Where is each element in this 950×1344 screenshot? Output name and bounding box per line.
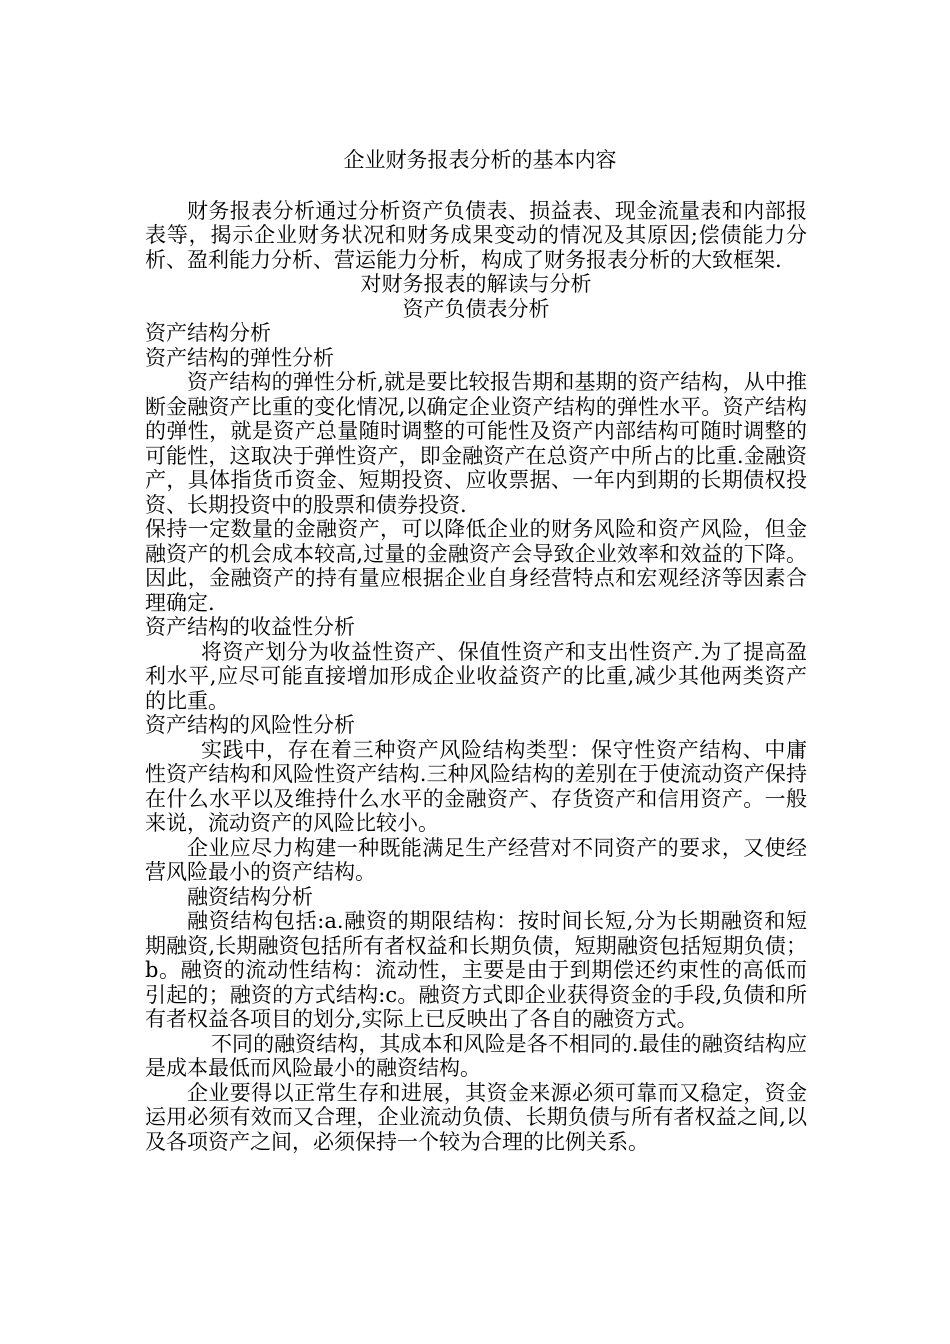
elasticity-paragraph-2: 保持一定数量的金融资产，可以降低企业的财务风险和资产风险，但金融资产的机会成本较高,过量的金融资产会导致企业效率和效益的下降。因此，金融资产的持有量应根据企业自身经营特点和宏观经济等因素合理确定.: [145, 517, 807, 615]
risk-paragraph-2: 企业应尽力构建一种既能满足生产经营对不同资产的要求，又使经营风险最小的资产结构。: [145, 835, 807, 884]
elasticity-heading: 资产结构的弹性分析: [145, 345, 334, 370]
profitability-paragraph: 将资产划分为收益性资产、保值性资产和支出性资产.为了提高盈利水平,应尽可能直接增加形成企业收益资产的比重,减少其他两类资产的比重。: [145, 639, 807, 713]
elasticity-paragraph-1: 资产结构的弹性分析,就是要比较报告期和基期的资产结构，从中推断金融资产比重的变化情况,以确定企业资产结构的弹性水平。资产结构的弹性，就是资产总量随时调整的可能性及资产内部结构可随时调整的可能性，这取决于弹性资产，即金融资产在总资产中所占的比重.金融资产，具体指货币资金、短期投资、应收票据、一年内到期的长期债权投资、长期投资中的股票和债券投资.: [145, 370, 807, 517]
asset-structure-heading: 资产结构分析: [145, 321, 271, 345]
financing-paragraph-3: 企业要得以正常生存和进展，其资金来源必须可靠而又稳定，资金运用必须有效而又合理，企业流动负债、长期负债与所有者权益之间,以及各项资产之间，必须保持一个较为合理的比例关系。: [145, 1080, 807, 1154]
document-body: [145, 148, 807, 1154]
financing-paragraph-1: 融资结构包括:a.融资的期限结构：按时间长短,分为长期融资和短期融资,长期融资包括所有者权益和长期负债，短期融资包括短期负债；b。融资的流动性结构：流动性，主要是由于到期偿还约束性的高低而引起的；融资的方式结构:c。融资方式即企业获得资金的手段,负债和所有者权益各项目的划分,实际上已反映出了各自的融资方式。: [145, 909, 807, 1031]
section-heading: 对财务报表的解读与分析: [360, 272, 592, 296]
document-title: 企业财务报表分析的基本内容: [343, 148, 617, 172]
profitability-heading: 资产结构的收益性分析: [145, 615, 355, 639]
financing-paragraph-2: 不同的融资结构，其成本和风险是各不相同的.最佳的融资结构应是成本最低而风险最小的融资结构。: [145, 1031, 807, 1080]
financing-heading: 融资结构分析: [187, 884, 313, 909]
intro-paragraph: 财务报表分析通过分析资产负债表、损益表、现金流量表和内部报表等，揭示企业财务状况和财务成果变动的情况及其原因;偿债能力分析、盈利能力分析、营运能力分析，构成了财务报表分析的大致框架.: [145, 198, 807, 272]
subsection-heading: 资产负债表分析: [402, 296, 550, 321]
risk-paragraph-1: 实践中，存在着三种资产风险结构类型：保守性资产结构、中庸性资产结构和风险性资产结构.三种风险结构的差别在于使流动资产保持在什么水平以及维持什么水平的金融资产、存货资产和信用资产。一般来说，流动资产的风险比较小。: [145, 737, 807, 835]
risk-heading: 资产结构的风险性分析: [145, 713, 355, 737]
